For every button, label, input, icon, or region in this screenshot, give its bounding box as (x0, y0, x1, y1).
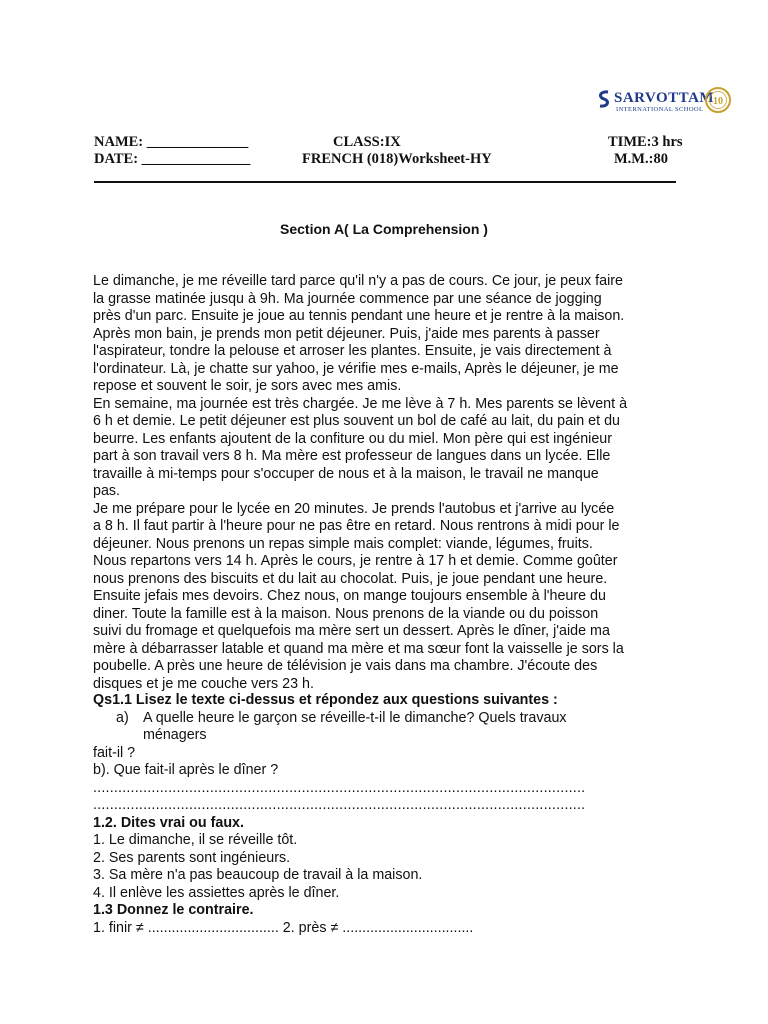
comprehension-passage (93, 273, 681, 693)
question-b-text: b). Que fait-il après le dîner ? (93, 762, 279, 778)
passage-line: près d'un parc. Ensuite je joue au tennis pendant une heure et je rentre à la maison. (93, 308, 625, 324)
passage-line: poubelle. A près une heure de télévision je vais dans ma chambre. J'écoute des (93, 658, 598, 674)
question-a-text-end: fait-il ? (93, 745, 136, 761)
logo-brand: SARVOTTAM (614, 90, 715, 106)
passage-line: déjeuner. Nous prenons un repas simple mais complet: viande, légumes, fruits. (93, 535, 593, 552)
header-divider (94, 181, 676, 183)
seal-text: 10 (713, 96, 723, 107)
time-label: TIME:3 hrs (608, 134, 683, 150)
section-title: Section A( La Comprehension ) (280, 221, 488, 237)
passage-line: Nous repartons vers 14 h. Après le cours, je rentre à 17 h et demie. Comme goûter (93, 553, 618, 569)
passage-line: repose et souvent le soir, je sors avec mes amis. (93, 378, 402, 394)
passage-line: nous prenons des biscuits et du lait au chocolat. Puis, je joue pendant une heure. (93, 570, 608, 587)
passage-line: Le dimanche, je me réveille tard parce qu'il n'y a pas de cours. Ce jour, je peux faire (93, 273, 623, 289)
passage-line: la grasse matinée jusqu à 9h. Ma journée commence par une séance de jogging (93, 290, 602, 307)
passage-line: diner. Toute la famille est à la maison. Nous prenons de la viande ou du poisson (93, 605, 599, 622)
question-a-text-cont: ménagers (143, 727, 207, 743)
question-1-2-heading: 1.2. Dites vrai ou faux. (93, 815, 244, 831)
logo-subtitle: INTERNATIONAL SCHOOL (616, 106, 704, 113)
school-logo (596, 86, 736, 120)
passage-line: pas. (93, 483, 121, 499)
passage-line: a 8 h. Il faut partir à l'heure pour ne pas être en retard. Nous rentrons à midi pour le (93, 518, 620, 534)
question-1-1-heading: Qs1.1 Lisez le texte ci-dessus et répondez aux questions suivantes : (93, 692, 558, 708)
answer-line: ...................................................................................................................... (93, 797, 586, 813)
passage-line: suivi du fromage et quelquefois ma mère sert un dessert. Après le dîner, j'aide ma (93, 623, 610, 639)
question-a-label: a) (116, 710, 129, 726)
passage-line: disques et je me couche vers 23 h. (93, 675, 314, 692)
true-false-item: 1. Le dimanche, il se réveille tôt. (93, 832, 298, 848)
date-field: DATE: _______________ (94, 151, 251, 167)
opposites-line: 1. finir ≠ ................................. 2. près ≠ ................................. (93, 920, 474, 936)
passage-line: beurre. Les enfants ajoutent de la confiture ou du miel. Mon père qui est ingénieur (93, 430, 612, 447)
question-a-text: A quelle heure le garçon se réveille-t-il le dimanche? Quels travaux (143, 710, 567, 726)
passage-line: Je me prépare pour le lycée en 20 minutes. Je prends l'autobus et j'arrive au lycée (93, 500, 615, 517)
anniversary-seal-icon (704, 86, 732, 114)
passage-line: 6 h et demie. Le petit déjeuner est plus souvent un bol de café au lait, du pain et du (93, 413, 620, 429)
passage-line: l'ordinateur. Là, je chatte sur yahoo, je vérifie mes e-mails, Après le déjeuner, je me (93, 360, 619, 377)
true-false-item: 4. Il enlève les assiettes après le dîner. (93, 885, 340, 901)
name-field: NAME: ______________ (94, 134, 249, 150)
passage-line: Après mon bain, je prends mon petit déjeuner. Puis, j'aide mes parents à passer (93, 325, 600, 342)
answer-line: ...................................................................................................................... (93, 780, 586, 796)
passage-line: En semaine, ma journée est très chargée. Je me lève à 7 h. Mes parents se lèvent à (93, 395, 628, 412)
logo-swirl-icon (596, 89, 612, 109)
passage-line: part à son travail vers 8 h. Ma mère est professeur de langues dans un lycée. Elle (93, 448, 611, 464)
passage-line: travaille à mi-temps pour s'occuper de nous et à la maison, le travail ne manque (93, 465, 599, 482)
true-false-item: 3. Sa mère n'a pas beaucoup de travail à la maison. (93, 867, 423, 883)
class-label: CLASS:IX (333, 134, 401, 150)
passage-line: Ensuite jefais mes devoirs. Chez nous, on mange toujours ensemble à l'heure du (93, 588, 606, 604)
passage-line: l'aspirateur, tondre la pelouse et arroser les plantes. Ensuite, je vais directement à (93, 343, 612, 359)
subject-title: FRENCH (018)Worksheet-HY (302, 151, 492, 167)
max-marks-label: M.M.:80 (614, 151, 668, 167)
passage-line: mère à débarrasser latable et quand ma mère et ma sœur font la vaisselle je sors la (93, 640, 624, 657)
question-1-3-heading: 1.3 Donnez le contraire. (93, 902, 254, 918)
true-false-item: 2. Ses parents sont ingénieurs. (93, 850, 291, 866)
